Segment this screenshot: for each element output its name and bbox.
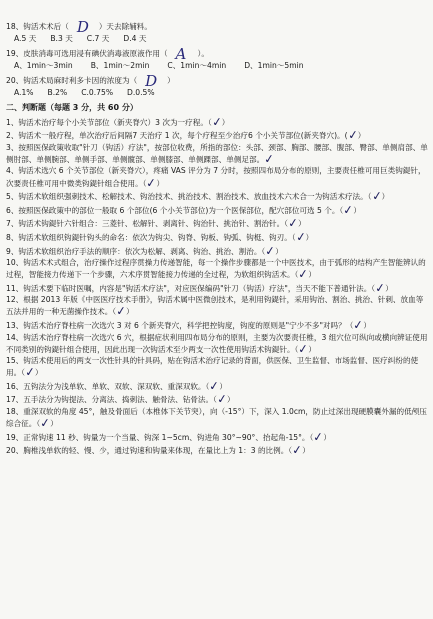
tf-question: [6, 116, 430, 128]
tf-question-close-paren: ）: [226, 395, 235, 405]
mc-question: 19、皮肤消毒可选用浸有碘伏消毒液原液作用（ A ）。 A、1min～3min B、1min～2min C、1min～4min D、1min～5min: [6, 49, 430, 71]
question-stem-tail: ）: [167, 76, 175, 86]
option: A.1%: [14, 88, 34, 98]
tf-question-text: 16、五钩法分为浅单软、单软、双软、深双软、重深双软。（: [6, 381, 210, 391]
option: C.7 天: [86, 34, 110, 44]
check-mark-icon: ✓: [24, 364, 36, 380]
tf-question-close-paren: ）: [353, 205, 361, 215]
tf-question: [6, 143, 430, 165]
check-mark-icon: ✓: [115, 303, 127, 319]
tf-question-text: 2、钩活术一般疗程，单次治疗后间隔7 天治疗 1 次，每个疗程至少治疗6 个小关节部位(新夹脊穴)。(: [6, 131, 348, 141]
tf-question-close-paren: ）: [357, 131, 366, 141]
tf-question: [6, 282, 430, 294]
check-mark-icon: ✓: [374, 280, 386, 296]
option-list: [14, 61, 430, 71]
tf-question-text: 9、钩活术软组织治疗手法的顺序：依次为松解、剥离、钩治、挑治、割治。（: [6, 246, 266, 256]
tf-question: [6, 204, 430, 216]
tf-question-close-paren: ）: [35, 368, 43, 378]
tf-question: [6, 217, 430, 229]
check-mark-icon: ✓: [39, 415, 51, 431]
check-mark-icon: ✓: [352, 317, 365, 333]
tf-question-close-paren: ）: [381, 192, 390, 202]
check-mark-icon: ✓: [145, 175, 158, 190]
tf-question: [6, 190, 430, 202]
mc-question: 20、钩活术局麻时利多卡因的浓度为（ D ） A.1% B.2% C.0.75% D.0.5%: [6, 76, 430, 98]
option: B.3 天: [50, 34, 73, 44]
tf-question-close-paren: ）: [308, 344, 317, 354]
tf-question-close-paren: ）: [305, 232, 314, 242]
check-mark-icon: ✓: [263, 151, 275, 167]
check-mark-icon: ✓: [211, 114, 223, 130]
tf-question-close-paren: ）: [219, 381, 227, 391]
check-mark-icon: ✓: [297, 266, 310, 282]
check-mark-icon: ✓: [287, 215, 299, 231]
check-mark-icon: ✓: [208, 378, 221, 394]
check-mark-icon: ✓: [370, 188, 383, 204]
tf-question-text: 13、钩活术治疗脊柱病一次选穴 3 对 6 个新夹脊穴，科学把控钩度，钩度的原则是"宁少不多"对吗？（: [6, 321, 354, 331]
tf-question: [6, 258, 430, 280]
check-mark-icon: ✓: [264, 243, 276, 259]
mc-question: 18、钩活术术后（ D ）天去除辅料。 A.5 天 B.3 天 C.7 天 D.4 天: [6, 22, 430, 44]
tf-question-text: 20、胸椎浅单软的轻、慢、少，通过钩速和钩量来体现，在量比上为 1：3 的比例。（: [6, 446, 293, 456]
true-false-list: [6, 116, 430, 457]
tf-question: [6, 129, 430, 141]
tf-question-text: 10、钩活术术式组合，治疗操作过程序贯操力传递智能，每一个操作步骤都是一个中医技术，由于弧形的结构产生智能辨认的过程，智能接力传递下一个步骤，六术序贯智能接力传递的全过程，为软组织钩活术。（: [6, 258, 426, 280]
tf-question-close-paren: ）: [126, 307, 134, 317]
check-mark-icon: ✓: [346, 127, 359, 143]
option: A.5 天: [14, 34, 37, 44]
tf-question-text: 1、钩活术治疗每个小关节部位（新夹脊穴）3 次为一疗程。（: [6, 117, 212, 127]
question-stem-tail: ）天去除辅料。: [98, 22, 152, 31]
check-mark-icon: ✓: [297, 341, 310, 357]
tf-question: [6, 380, 430, 392]
question-stem: 20、钩活术局麻时利多卡因的浓度为（: [6, 76, 138, 86]
tf-question-text: 3、按照医保政策收取"针刀（钩活）疗法"，按部位收费，所指的部位：头部、颈部、胸部、腰部、腹部、臀部、单侧肩部、单侧肘部、单侧腕部、单侧手部、单侧髋部、单侧膝部、单侧踝部、单侧足部。: [6, 142, 428, 164]
question-stem-tail: ）。: [197, 49, 209, 59]
tf-question-text: 8、钩活术软组织钩鍉针钩头的命名：依次为钩尖、钩脊、钩板、钩弧、钩梃、钩刃。（: [6, 232, 296, 242]
tf-question-text: 18、重深双软的角度 45°，触及骨面后（本椎体下关节突），向（-15°）下，深入 1.0cm，防止过深出现硬膜囊外漏的低颅压综合征。（: [6, 407, 427, 429]
tf-question-text: 5、钩活术软组织强刺技术、松解技术、钩治技术、挑治技术、割治技术、放血技术六术合一为钩活术疗法。（: [6, 192, 372, 202]
check-mark-icon: ✓: [294, 229, 307, 245]
tf-question-text: 17、五手法分为钩提法、分离法、捣刺法、触骨法、钻骨法。（: [6, 395, 217, 405]
tf-question: [6, 356, 430, 378]
check-mark-icon: ✓: [291, 442, 303, 458]
tf-question-close-paren: ）: [50, 419, 58, 429]
tf-question-text: 15、钩活术使用后的两支一次性针具的针具码，贴在钩活术治疗记录的背面，供医保、卫生监督、市场监督、医疗纠纷的使用。（: [6, 356, 419, 378]
tf-question: [6, 333, 430, 355]
tf-question: [6, 319, 430, 331]
option: C.0.75%: [81, 88, 114, 98]
option: A、1min～3min: [14, 61, 73, 71]
tf-question-close-paren: ）: [275, 246, 283, 256]
section-title: 二、判断题（每题 3 分，共 60 分）: [6, 103, 138, 113]
tf-question: [6, 245, 430, 257]
tf-question: [6, 431, 430, 443]
tf-question-text: 4、钩活术选穴 6 个关节部位（新夹脊穴），疼痛 VAS 评分为 7 分时，按照四布局分布的原则，主要责任椎可用巨类钩鍉针，次要责任椎可用中微类钩鍉针组合使用。（: [6, 166, 426, 188]
tf-question: [6, 407, 430, 429]
tf-question-text: 12、根据 2013 年版《中医医疗技术手册》，钩活术属中医微创技术，是利用钩鍉针，采用钩治、割治、挑治、针刺、放血等五法并用的一种无菌操作技术。（: [6, 295, 424, 317]
tf-question-text: 7、钩活术钩鍉针六针组合：三菱针、松解针、剥离针、钩治针、挑治针、割治针。（: [6, 219, 288, 229]
tf-question: [6, 166, 430, 188]
tf-question-text: 19、正常钩速 11 秒、钩量为一个当量、钩深 1~5cm、钩进角 30°~90°、抬起角-15°。（: [6, 432, 314, 442]
tf-question-text: 14、钩活术治疗脊柱病一次选穴 6 穴，根据症状利用四布局分布的原则，主要为次要责任椎，3 组穴位可纵向或横向辨证使用不同类别的钩鍉针组合使用，因此出现一次钩活术至少两支一次性使用钩活术钩鍉针。（: [6, 332, 428, 354]
tf-question-close-paren: ）: [302, 446, 310, 456]
tf-question-close-paren: ）: [323, 432, 331, 442]
tf-question-text: 6、按照医保政策中的部位一般取 6 个部位(6 个小关节部位)为一个医保部位，配穴部位可选 5 个。（: [6, 205, 344, 215]
question-stem: 18、钩活术术后（: [6, 22, 69, 31]
option: B、1min～2min: [90, 61, 150, 71]
check-mark-icon: ✓: [216, 391, 228, 407]
option: D.0.5%: [127, 88, 155, 98]
tf-question: [6, 393, 430, 405]
tf-question-close-paren: ）: [221, 117, 230, 127]
check-mark-icon: ✓: [342, 202, 355, 218]
tf-question-close-paren: ）: [363, 321, 371, 331]
tf-question-close-paren: ）: [308, 270, 317, 280]
exam-page: [6, 18, 430, 458]
option: C、1min～4min: [167, 61, 227, 71]
tf-question-close-paren: ）: [156, 178, 165, 188]
check-mark-icon: ✓: [312, 429, 325, 445]
tf-question: [6, 295, 430, 317]
tf-question-close-paren: ）: [385, 283, 393, 293]
option: D.4 天: [123, 34, 147, 44]
option: D、1min～5min: [244, 61, 304, 71]
option-list: [14, 88, 430, 98]
tf-question: [6, 444, 430, 456]
tf-question-close-paren: ）: [298, 219, 306, 229]
tf-question-text: 11、钩活术要下临时医嘱，内容是"钩活术疗法"，对应医保编码"针刀（钩活）疗法"，当天不能下普通针法。（: [6, 283, 376, 293]
tf-question: [6, 231, 430, 243]
question-stem: 19、皮肤消毒可选用浸有碘伏消毒液原液作用（: [6, 49, 168, 59]
option: B.2%: [47, 88, 68, 98]
